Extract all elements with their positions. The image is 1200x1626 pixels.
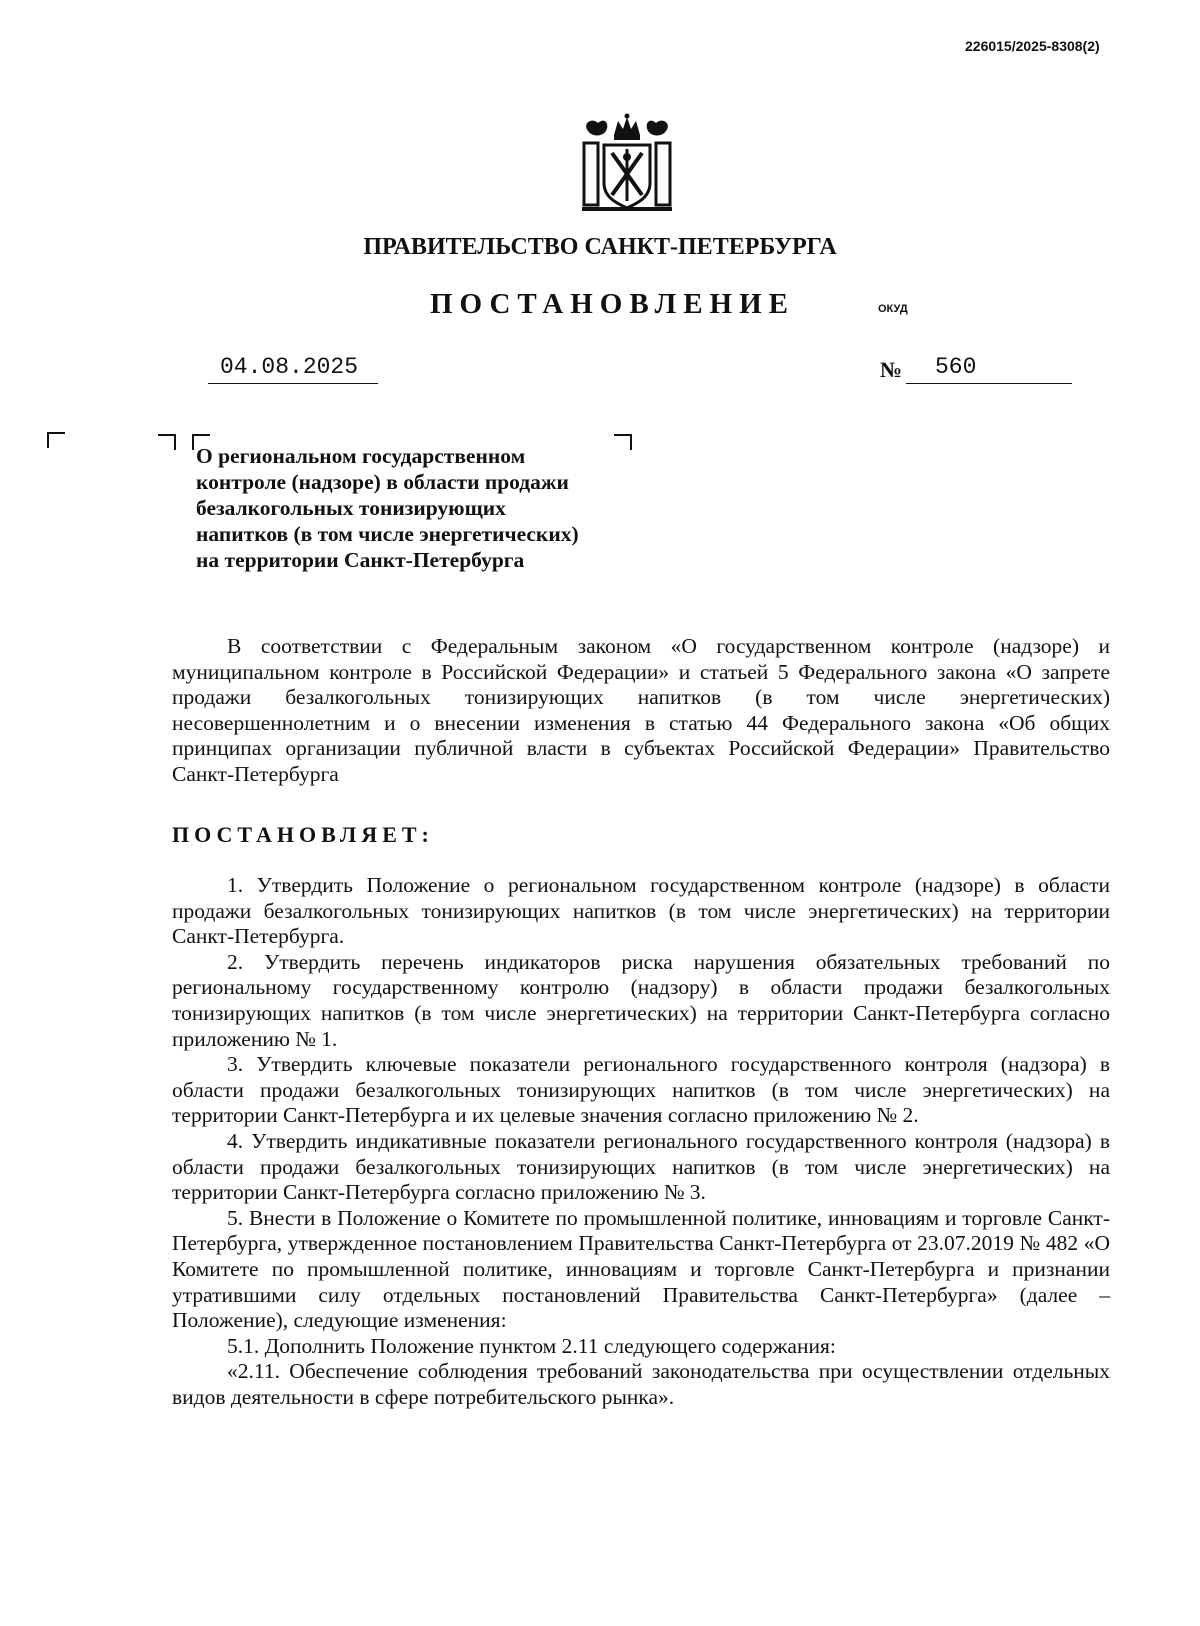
subject-line: контроле (надзоре) в области продажи <box>196 470 569 494</box>
decree-items <box>172 873 1110 1410</box>
document-subject <box>196 443 656 573</box>
decree-item-4: 4. Утвердить индикативные показатели регионального государственного контроля (надзора) в области продажи безалкогольных тонизирующих напитков (в том числе энергетических) на территории Санкт-Петербурга согласно приложению № 3. <box>172 1128 1110 1205</box>
subject-line: напитков (в том числе энергетических) <box>196 522 579 546</box>
corner-mark <box>47 432 65 448</box>
document-type-title: ПОСТАНОВЛЕНИЕ <box>430 288 796 320</box>
corner-mark <box>158 434 176 450</box>
decree-item-2: 2. Утвердить перечень индикаторов риска нарушения обязательных требований по региональному государственному контролю (надзору) в области продажи безалкогольных тонизирующих напитков (в том числе энергетических) на территории Санкт-Петербурга согласно приложению № 1. <box>172 949 1110 1051</box>
document-date: 04.08.2025 <box>220 354 359 380</box>
decree-item-1: 1. Утвердить Положение о региональном государственном контроле (надзоре) в области продажи безалкогольных тонизирующих напитков (в том числе энергетических) на территории Санкт-Петербурга. <box>172 873 1110 949</box>
decree-item-5-1: 5.1. Дополнить Положение пунктом 2.11 следующего содержания: <box>227 1333 836 1358</box>
number-underline <box>906 383 1072 384</box>
preamble-paragraph: В соответствии с Федеральным законом «О государственном контроле (надзоре) и муниципальном контроле в Российской Федерации» и статьей 5 Федерального закона «О запрете продажи безалкогольных тонизирующих напитков (в том числе энергетических) несовершеннолетним и о внесении изменения в статью 44 Федерального закона «Об общих принципах организации публичной власти в субъектах Российской Федерации» Правительство Санкт-Петербурга <box>172 634 1110 786</box>
decree-item-5: 5. Внести в Положение о Комитете по промышленной политике, инновациям и торговле Санкт-Петербурга, утвержденное постановлением Правительства Санкт-Петербурга от 23.07.2019 № 482 «О Комитете по промышленной политике, инновациям и торговле Санкт-Петербурга и признании утратившими силу отдельных постановлений Правительства Санкт-Петербурга» (далее – Положение), следующие изменения: <box>172 1205 1110 1333</box>
date-underline <box>208 383 378 384</box>
number-sign: № <box>880 357 903 382</box>
okud-label: ОКУД <box>878 303 908 315</box>
government-title: ПРАВИТЕЛЬСТВО САНКТ-ПЕТЕРБУРГА <box>363 234 837 260</box>
document-number: 560 <box>935 354 977 380</box>
subject-line: О региональном государственном <box>196 444 526 468</box>
subject-line: безалкогольных тонизирующих <box>196 496 506 520</box>
decree-item-quote: «2.11. Обеспечение соблюдения требований законодательства при осуществлении отдельных видов деятельности в сфере потребительского рынка». <box>172 1359 1110 1409</box>
preamble <box>172 634 1110 788</box>
resolves-heading: ПОСТАНОВЛЯЕТ: <box>172 822 434 847</box>
registration-number: 226015/2025-8308(2) <box>965 38 1100 54</box>
decree-item-3: 3. Утвердить ключевые показатели регионального государственного контроля (надзора) в области продажи безалкогольных тонизирующих напитков (в том числе энергетических) на территории Санкт-Петербурга и их целевые значения согласно приложению № 2. <box>172 1052 1110 1128</box>
coat-of-arms-icon <box>578 113 676 215</box>
subject-line: на территории Санкт-Петербурга <box>196 548 525 572</box>
